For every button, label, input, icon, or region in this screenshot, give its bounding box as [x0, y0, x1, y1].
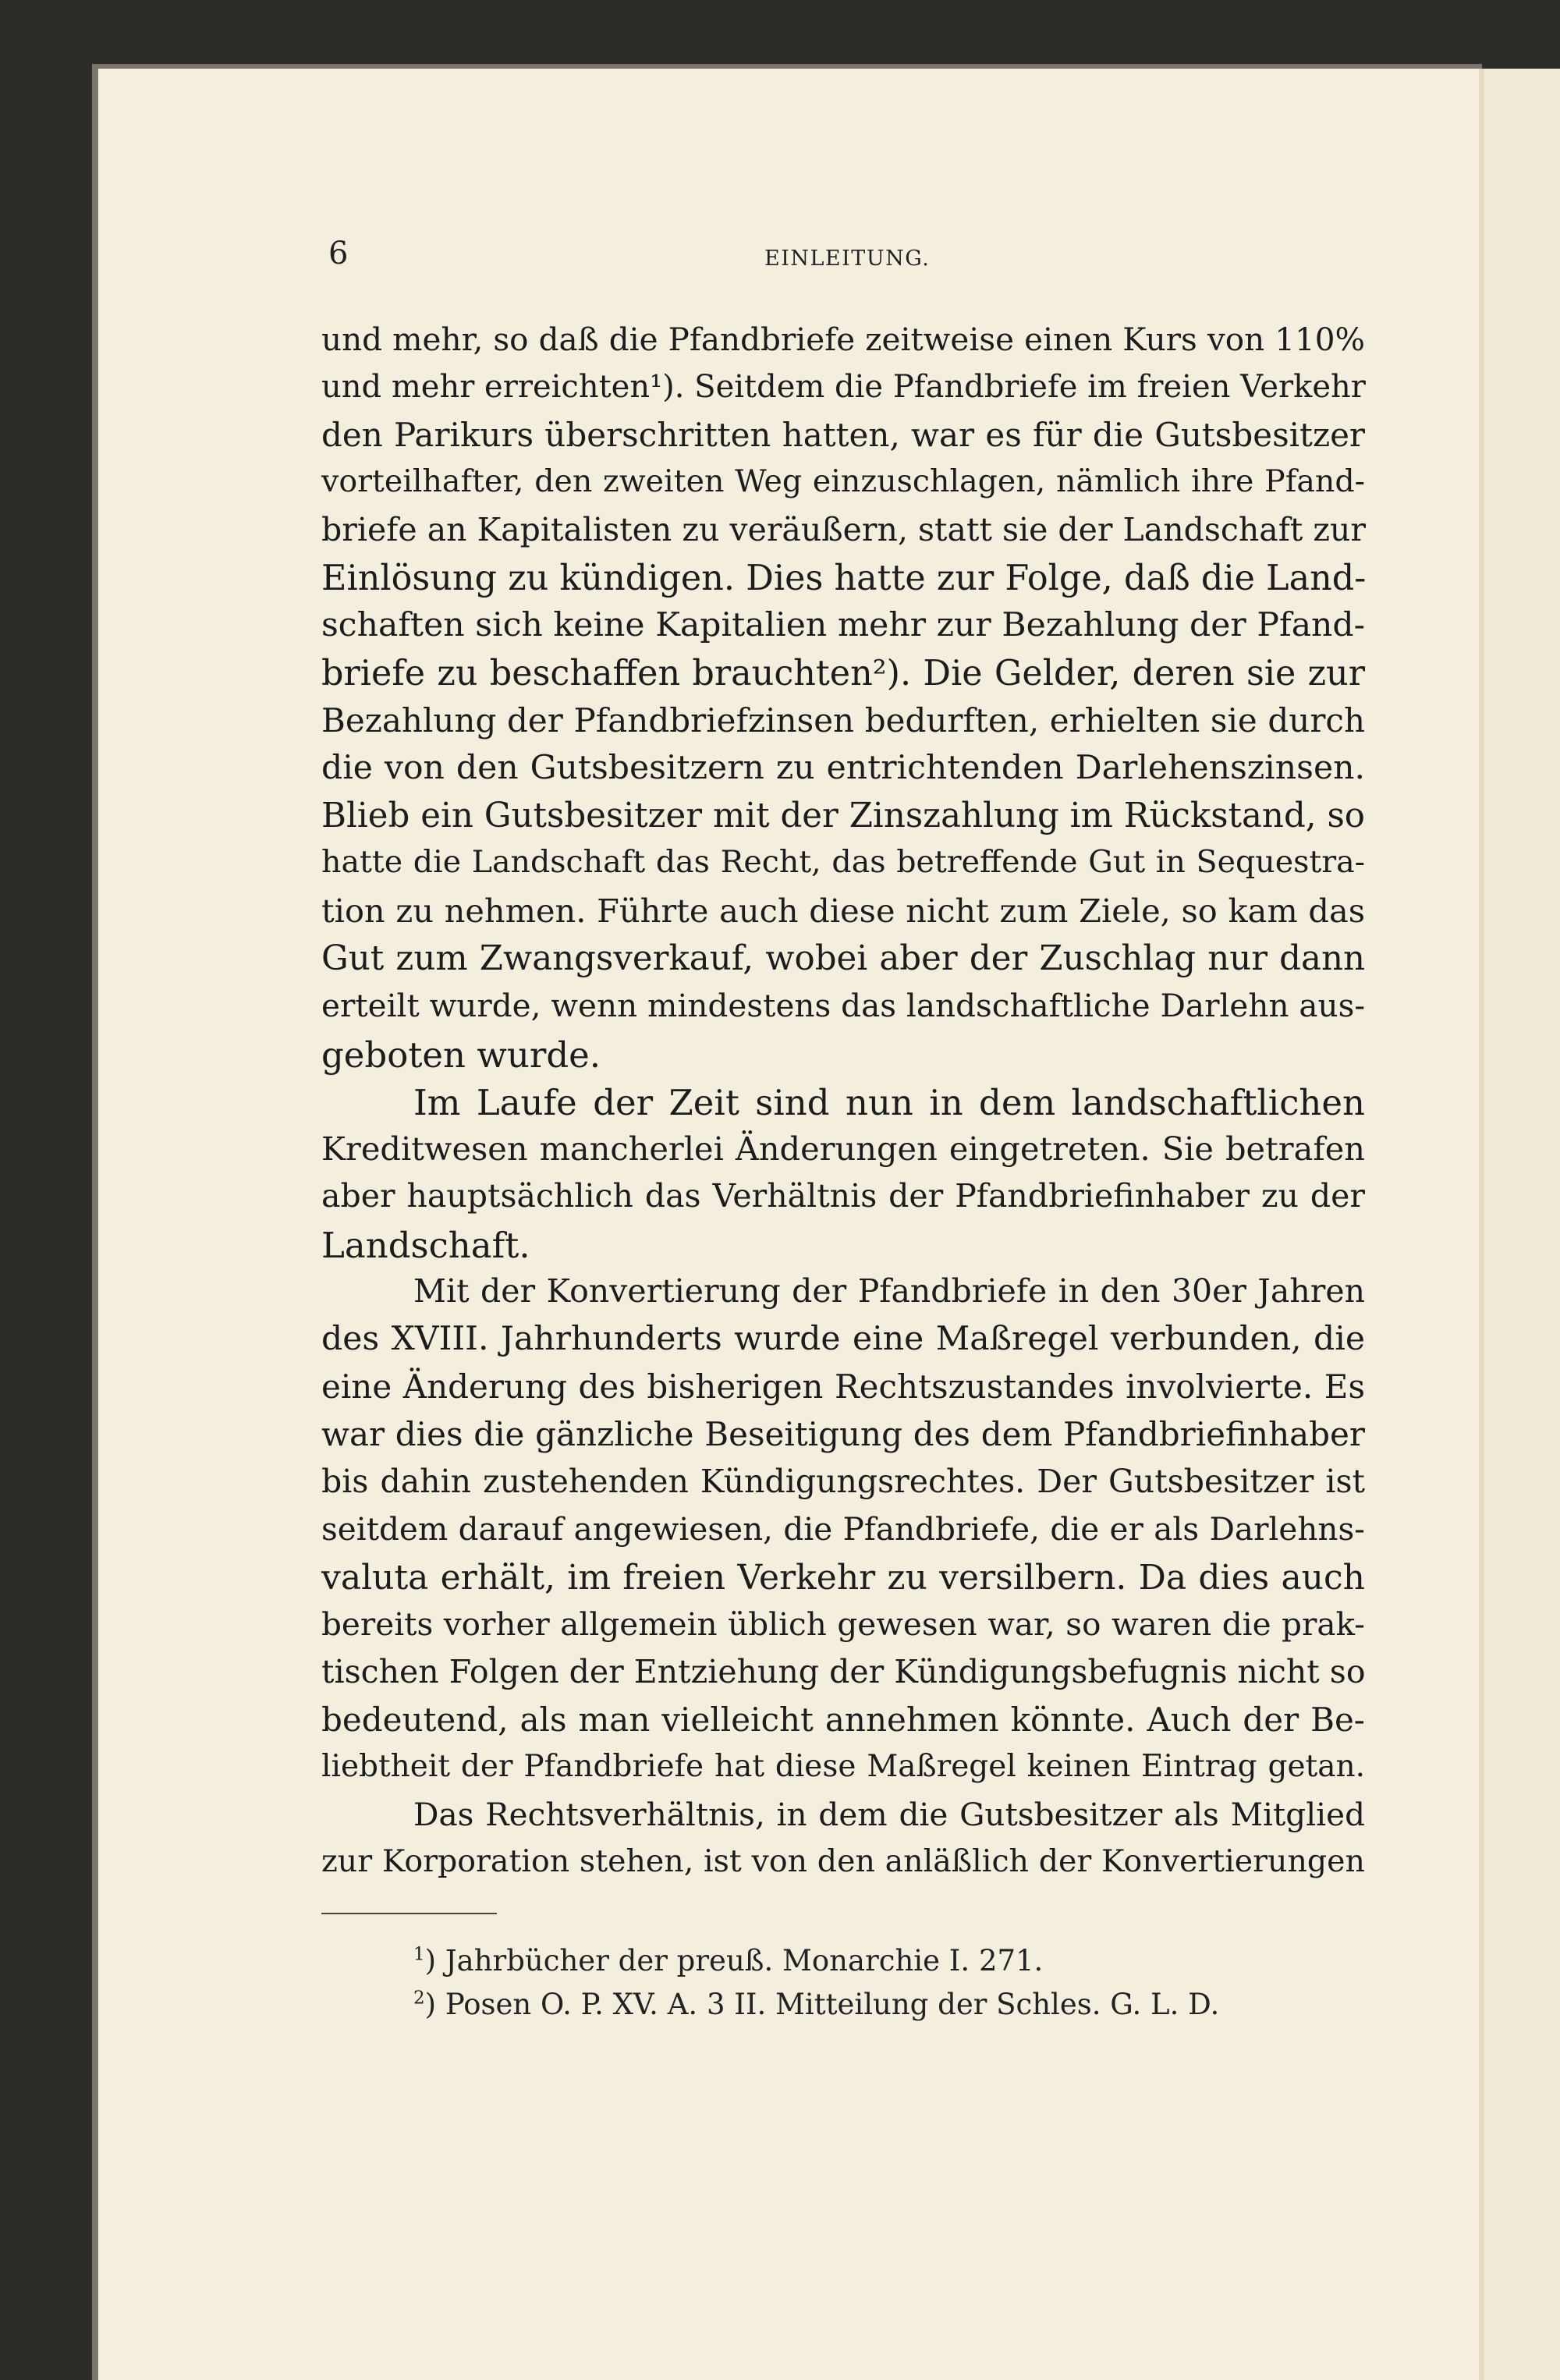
body-line: und mehr erreichten¹). Seitdem die Pfandbriefe im freien Verkehr	[321, 369, 1366, 405]
body-line: Mit der Konvertierung der Pfandbriefe in den 30er Jahren	[413, 1272, 1365, 1310]
running-title: EINLEITUNG.	[764, 247, 931, 271]
body-line: schaften sich keine Kapitalien mehr zur Bezahlung der Pfand-	[321, 606, 1365, 644]
body-line: und mehr, so daß die Pfandbriefe zeitweise einen Kurs von 110%	[321, 321, 1365, 358]
body-line: bereits vorher allgemein üblich gewesen war, so waren die prak-	[321, 1605, 1365, 1643]
body-line: war dies die gänzliche Beseitigung des dem Pfandbriefinhaber	[321, 1415, 1365, 1453]
footnote-text: ) Posen O. P. XV. A. 3 II. Mitteilung der Schles. G. L. D.	[424, 1988, 1220, 2021]
body-line: den Parikurs überschritten hatten, war es für die Gutsbesitzer	[321, 416, 1365, 454]
footnote-mark: 2	[413, 1988, 425, 2009]
body-line: zur Korporation stehen, ist von den anläßlich der Konvertierungen	[321, 1843, 1365, 1879]
body-line: briefe zu beschaffen brauchten²). Die Gelder, deren sie zur	[321, 654, 1365, 693]
body-line: aber hauptsächlich das Verhältnis der Pfandbriefinhaber zu der	[321, 1177, 1365, 1215]
body-line: tischen Folgen der Entziehung der Kündigungsbefugnis nicht so	[321, 1653, 1366, 1690]
body-line: Einlösung zu kündigen. Dies hatte zur Folge, daß die Land-	[321, 559, 1367, 598]
body-line: Das Rechtsverhältnis, in dem die Gutsbesitzer als Mitglied	[413, 1796, 1365, 1833]
footnote-2	[413, 1988, 1219, 2021]
footnote-text: ) Jahrbücher der preuß. Monarchie I. 271.	[424, 1944, 1044, 1977]
body-line: liebtheit der Pfandbriefe hat diese Maßregel keinen Eintrag getan.	[321, 1749, 1365, 1784]
body-line: Kreditwesen mancherlei Änderungen eingetreten. Sie betrafen	[321, 1130, 1365, 1168]
page-gutter	[1479, 69, 1484, 2380]
body-line: Blieb ein Gutsbesitzer mit der Zinszahlung im Rückstand, so	[321, 796, 1365, 835]
body-line: erteilt wurde, wenn mindestens das landschaftliche Darlehn aus-	[321, 987, 1366, 1024]
body-line: Bezahlung der Pfandbriefzinsen bedurften, erhielten sie durch	[321, 701, 1365, 740]
body-line: die von den Gutsbesitzern zu entrichtenden Darlehenszinsen.	[321, 749, 1365, 787]
footnote-1	[413, 1944, 1043, 1977]
body-line: valuta erhält, im freien Verkehr zu versilbern. Da dies auch	[321, 1558, 1365, 1598]
body-line: seitdem darauf angewiesen, die Pfandbriefe, die er als Darlehns-	[321, 1510, 1365, 1548]
body-line: hatte die Landschaft das Recht, das betreffende Gut in Sequestra-	[321, 844, 1365, 880]
body-line: vorteilhafter, den zweiten Weg einzuschlagen, nämlich ihre Pfand-	[321, 463, 1365, 499]
page-number: 6	[328, 236, 349, 271]
body-line: bis dahin zustehenden Kündigungsrechtes. Der Gutsbesitzer ist	[321, 1463, 1365, 1500]
body-line: tion zu nehmen. Führte auch diese nicht zum Ziele, so kam das	[321, 892, 1365, 930]
body-line: briefe an Kapitalisten zu veräußern, statt sie der Landschaft zur	[321, 511, 1367, 548]
body-line: Gut zum Zwangsverkauf, wobei aber der Zuschlag nur dann	[321, 939, 1365, 978]
facing-page-edge	[1482, 69, 1560, 2380]
body-line: geboten wurde.	[321, 1034, 601, 1076]
body-line: des XVIII. Jahrhunderts wurde eine Maßregel verbunden, die	[321, 1320, 1365, 1358]
body-line: Landschaft.	[321, 1225, 530, 1266]
footnote-mark: 1	[413, 1944, 425, 1965]
footnote-rule	[321, 1913, 497, 1914]
body-line: Im Laufe der Zeit sind nun in dem landschaftlichen	[413, 1082, 1365, 1123]
body-line: eine Änderung des bisherigen Rechtszustandes involvierte. Es	[321, 1367, 1365, 1406]
body-line: bedeutend, als man vielleicht annehmen könnte. Auch der Be-	[321, 1701, 1365, 1739]
